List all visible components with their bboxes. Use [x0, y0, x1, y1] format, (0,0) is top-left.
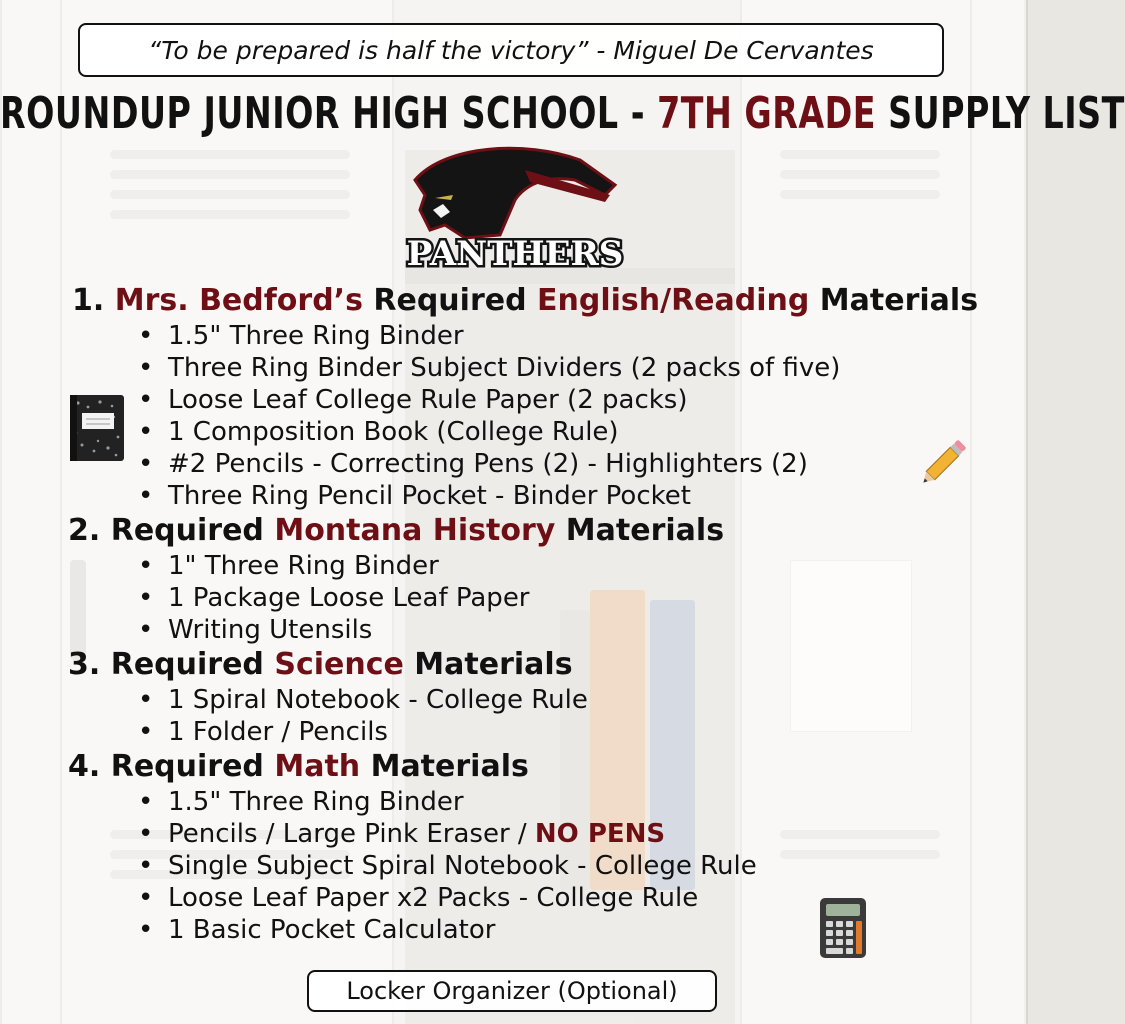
list-item: • 1" Three Ring Binder — [138, 550, 988, 582]
list-item: • #2 Pencils - Correcting Pens (2) - Highlighters (2) — [138, 448, 988, 480]
locker-organizer-box — [307, 970, 717, 1012]
section-heading: 4. Required Math Materials — [68, 749, 529, 784]
list-item: • 1 Basic Pocket Calculator — [138, 914, 988, 946]
section-science — [68, 646, 988, 748]
list-item: • 1.5" Three Ring Binder — [138, 786, 988, 818]
section-heading: 1. Mrs. Bedford’s Required English/Reading Materials — [72, 283, 979, 318]
section-heading: 2. Required Montana History Materials — [68, 513, 725, 548]
section-heading: 3. Required Science Materials — [68, 647, 573, 682]
list-item: • Three Ring Pencil Pocket - Binder Pocket — [138, 480, 988, 512]
quote-box — [78, 23, 944, 77]
quote-text: “To be prepared is half the victory” - Miguel De Cervantes — [148, 35, 874, 65]
list-item: • Loose Leaf Paper x2 Packs - College Rule — [138, 882, 988, 914]
list-item: • Loose Leaf College Rule Paper (2 packs) — [138, 384, 988, 416]
footer-text: Locker Organizer (Optional) — [346, 977, 678, 1005]
list-item: • 1.5" Three Ring Binder — [138, 320, 988, 352]
list-item: • 1 Package Loose Leaf Paper — [138, 582, 988, 614]
calculator-icon — [818, 896, 868, 960]
list-item: • Writing Utensils — [138, 614, 988, 646]
pencil-icon — [920, 434, 972, 486]
list-item: • Three Ring Binder Subject Dividers (2 packs of five) — [138, 352, 988, 384]
list-item: • Pencils / Large Pink Eraser / NO PENS — [138, 818, 988, 850]
composition-notebook-icon — [68, 393, 126, 463]
section-english — [68, 282, 988, 512]
list-item: • 1 Spiral Notebook - College Rule — [138, 684, 988, 716]
page-title: ROUNDUP JUNIOR HIGH SCHOOL - 7TH GRADE SUPPLY LIST — [0, 88, 1125, 139]
panthers-logo — [405, 140, 625, 280]
list-item: • 1 Composition Book (College Rule) — [138, 416, 988, 448]
logo-wordmark: PANTHERS — [406, 234, 624, 274]
list-item: • 1 Folder / Pencils — [138, 716, 988, 748]
supply-list — [68, 282, 988, 946]
section-montana-history — [68, 512, 988, 646]
no-pens-emphasis: NO PENS — [534, 819, 666, 849]
list-item: • Single Subject Spiral Notebook - College Rule — [138, 850, 988, 882]
